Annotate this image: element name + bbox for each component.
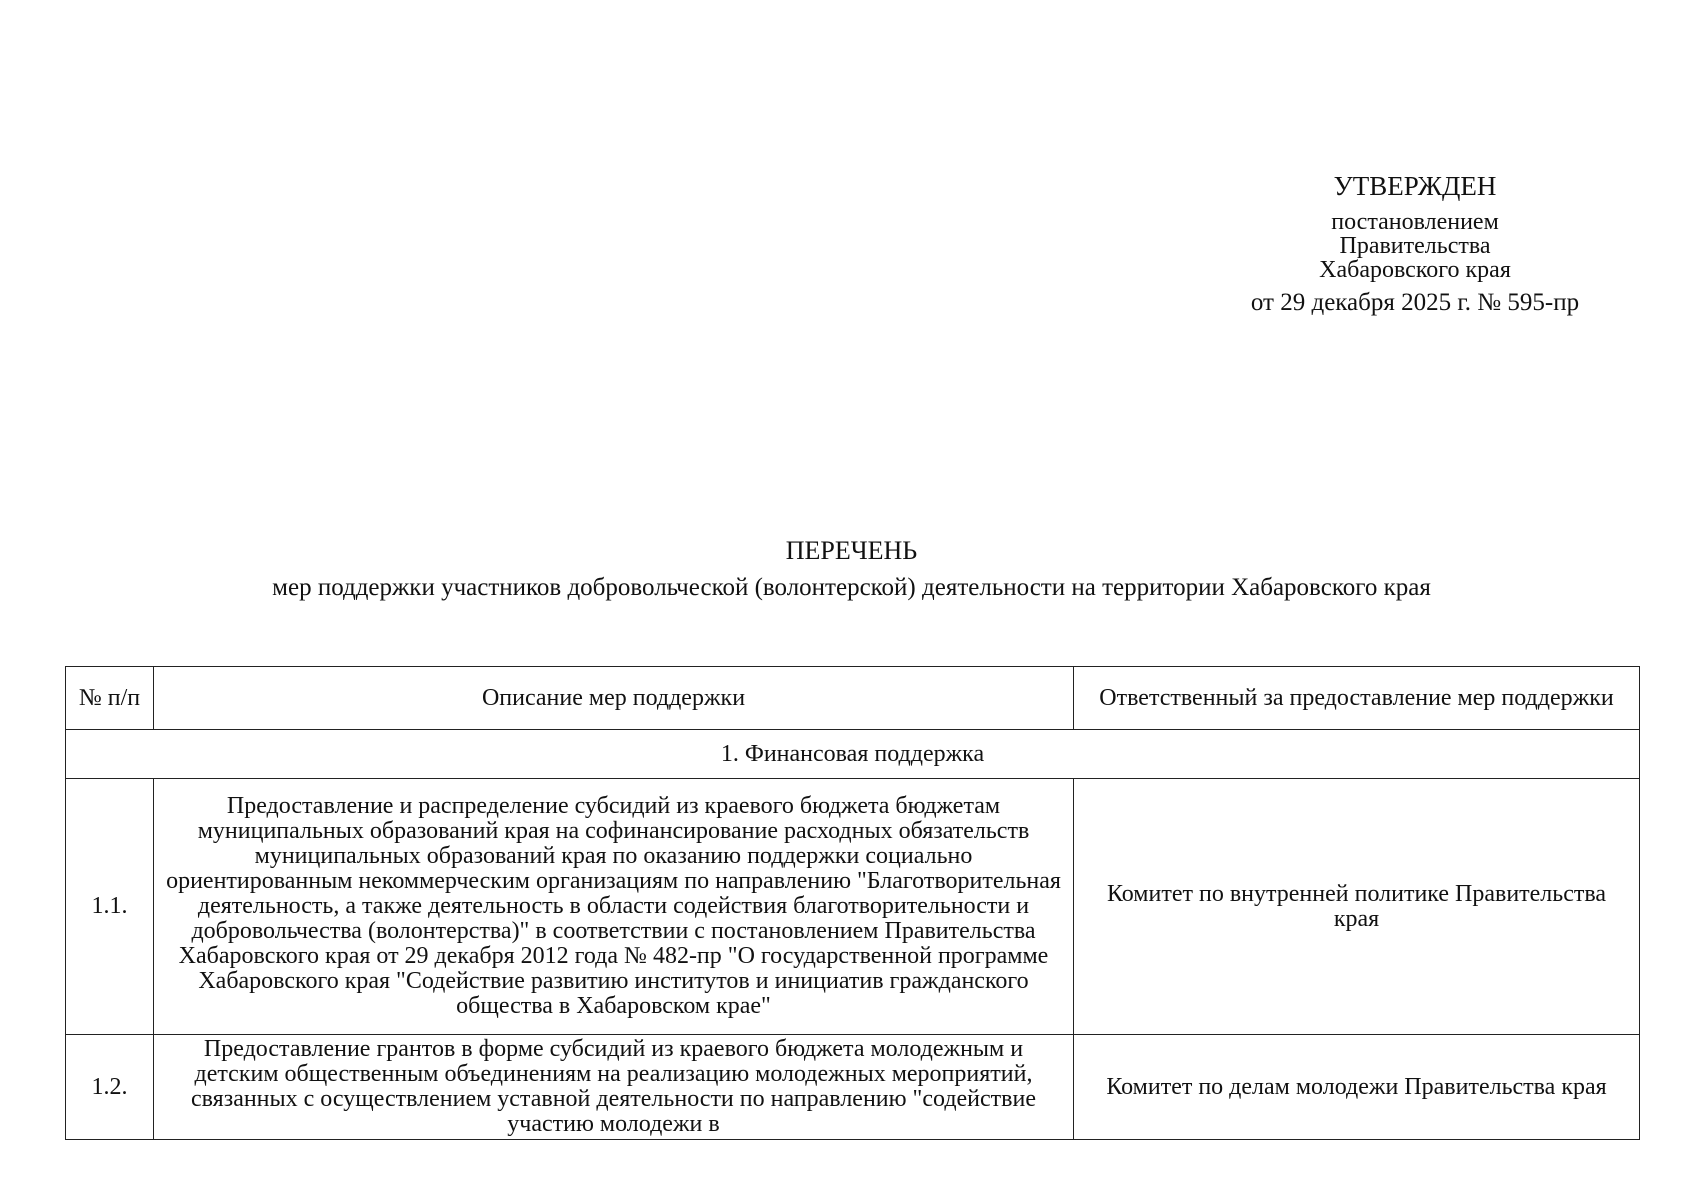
document-title: ПЕРЕЧЕНЬ [785,536,918,565]
header-responsible: Ответственный за предоставление мер поддержки [1074,667,1640,730]
row-num: 1.2. [66,1035,154,1140]
header-description: Описание мер поддержки [154,667,1074,730]
approval-line-3: Хабаровского края [1319,257,1511,283]
row-num: 1.1. [66,779,154,1035]
section-title: 1. Финансовая поддержка [66,730,1640,779]
approval-date: от 29 декабря 2025 г. № 595-пр [1250,289,1580,316]
table-header-row [66,667,1640,730]
document-subtitle: мер поддержки участников добровольческой (волонтерской) деятельности на территории Хабаровского края [272,574,1431,601]
section-row [66,730,1640,779]
approval-stamp [1200,170,1630,318]
row-description-text: Предоставление грантов в форме субсидий из краевого бюджета молодежным и детским общественным объединениям на реализацию молодежных мероприятий, связанных с осуществлением уставной деятельности по направлению "содействие участию молодежи в [191,1036,1036,1137]
header-num: № п/п [66,667,154,730]
support-measures-table [65,666,1640,1140]
row-description [154,779,1074,1035]
row-responsible: Комитет по внутренней политике Правительства края [1074,779,1640,1035]
table-row [66,779,1640,1035]
table-row [66,1035,1640,1140]
row-responsible: Комитет по делам молодежи Правительства края [1074,1035,1640,1140]
approval-title: УТВЕРЖДЕН [1333,171,1497,201]
row-description-text: Предоставление и распределение субсидий из краевого бюджета бюджетам муниципальных образований края на софинансирование расходных обязательств муниципальных образований края по оказанию поддержки социально ориентированным некоммерческим организациям по направлению "Благотворительная деятельность, а также деятельность в области содействия благотворительности и добровольчества (волонтерства)" в соответствии с постановлением Правительства Хабаровского края от 29 декабря 2012 года № 482-пр "О государственной программе Хабаровского края "Содействие развитию институтов и инициатив гражданского общества в Хабаровском крае" [166,793,1061,1019]
approval-line-2: Правительства [1339,233,1491,259]
row-description [154,1035,1074,1140]
approval-line-1: постановлением [1331,209,1499,235]
